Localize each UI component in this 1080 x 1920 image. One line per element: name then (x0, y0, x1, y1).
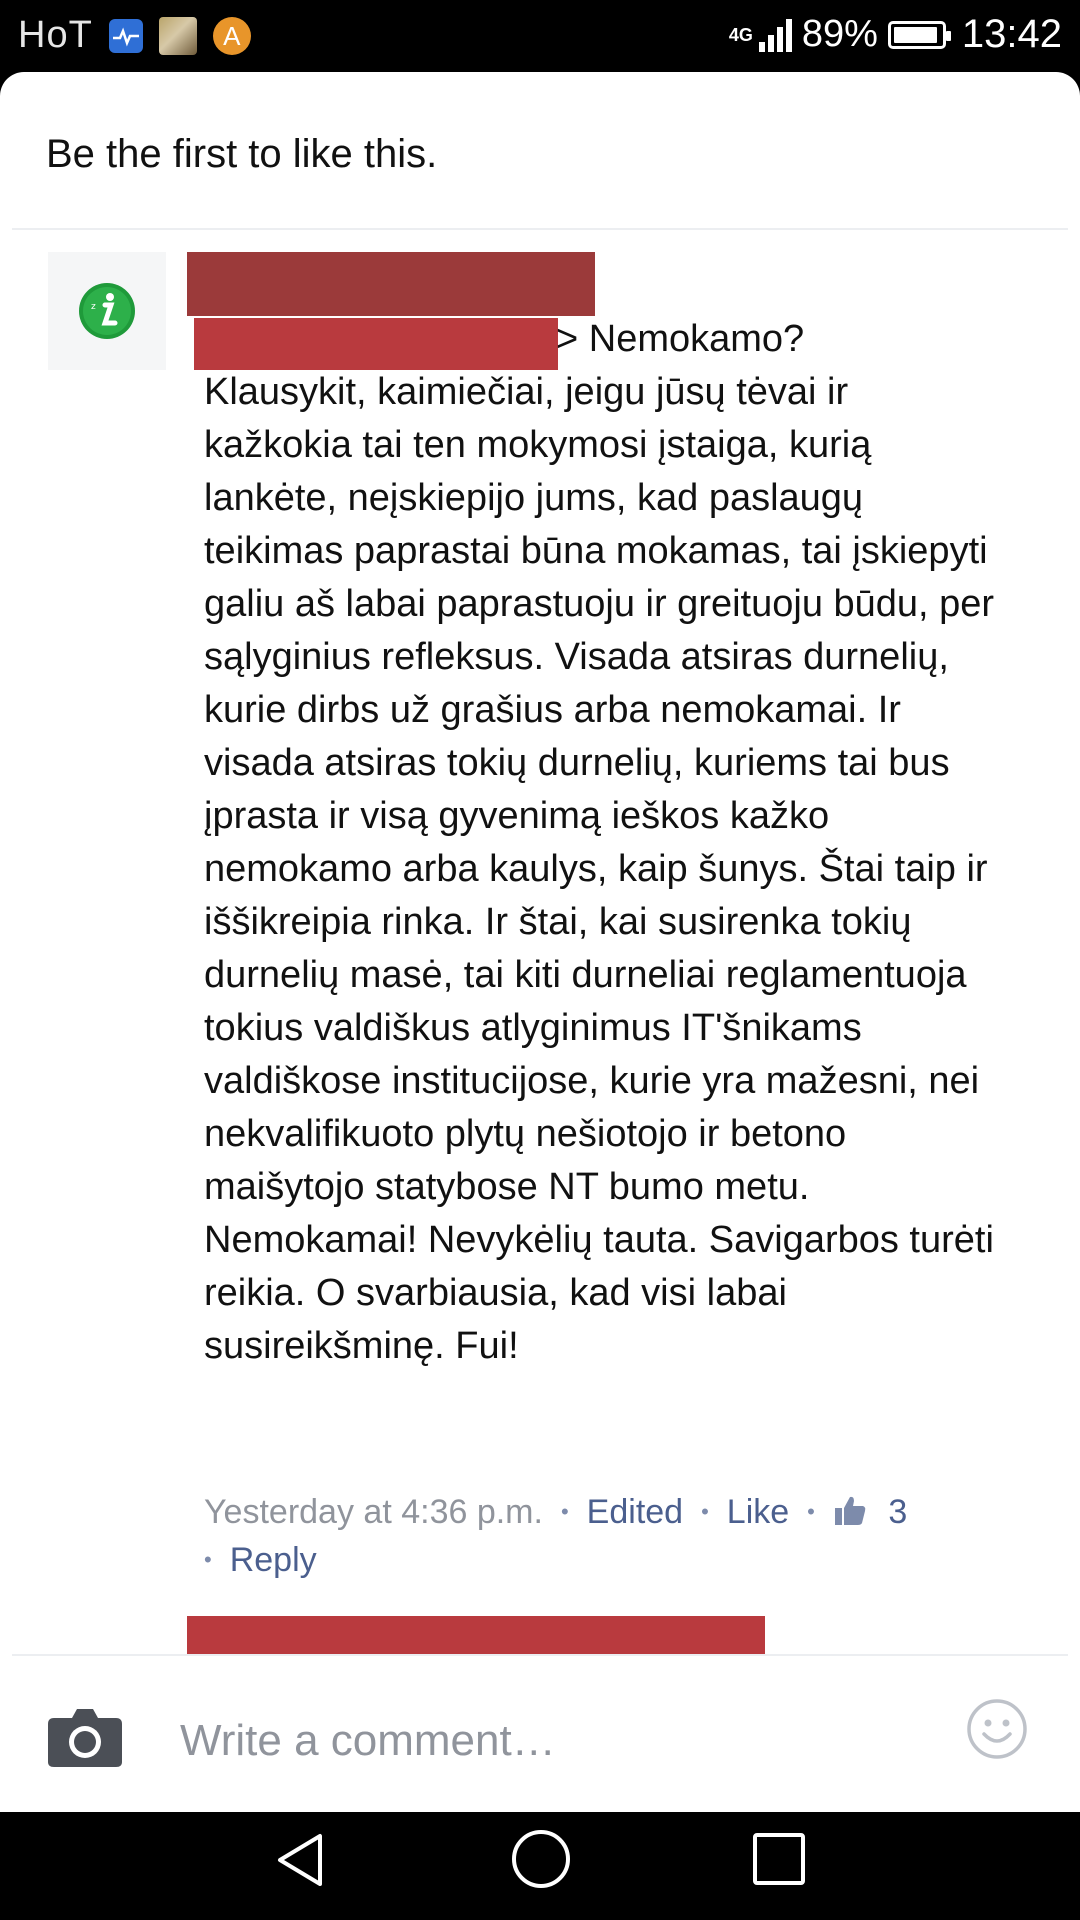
like-button[interactable]: Like (726, 1493, 790, 1531)
status-right (729, 12, 1062, 57)
avatar-a-icon: A (213, 17, 251, 55)
comment-input[interactable]: Write a comment… (180, 1716, 556, 1765)
status-left (18, 14, 251, 57)
battery-icon (888, 21, 946, 49)
back-icon[interactable] (272, 1830, 332, 1895)
separator-dot: • (204, 1547, 212, 1572)
comment-body (204, 313, 1004, 1373)
reply-button[interactable]: Reply (229, 1541, 317, 1579)
comment-meta (204, 1490, 1024, 1582)
separator-dot: • (807, 1499, 815, 1524)
comment-composer (0, 1654, 1080, 1804)
comments-sheet (0, 72, 1080, 1812)
info-logo-icon (77, 281, 137, 341)
like-count[interactable]: 3 (888, 1493, 908, 1531)
signal-icon (759, 18, 792, 52)
navigation-bar (0, 1812, 1080, 1920)
reply-prefix: > Nemokamo? (556, 318, 805, 360)
commenter-avatar[interactable] (48, 252, 166, 370)
thumbs-up-icon (833, 1495, 867, 1538)
clock: 13:42 (961, 12, 1062, 56)
comment-timestamp: Yesterday at 4:36 p.m. (204, 1493, 543, 1531)
camera-icon[interactable] (46, 1706, 124, 1773)
status-bar (0, 0, 1080, 72)
network-type: 4G (728, 24, 753, 45)
health-icon (109, 19, 143, 53)
divider (12, 228, 1068, 230)
carrier-label: HoT (18, 14, 93, 56)
svg-text:z: z (91, 302, 96, 312)
likes-summary[interactable]: Be the first to like this. (46, 132, 438, 176)
photo-notification-icon (159, 17, 197, 55)
separator-dot: • (701, 1499, 709, 1524)
emoji-icon[interactable] (966, 1698, 1028, 1765)
battery-percent: 89% (801, 13, 878, 55)
recents-icon[interactable] (752, 1832, 806, 1891)
home-icon[interactable] (510, 1828, 572, 1895)
separator-dot: • (560, 1499, 569, 1524)
comment-text: Klausykit, kaimiečiai, jeigu jūsų tėvai ir kažkokia tai ten mokymosi įstaiga, kurią lankėte, neįskiepijo jums, kad paslaugų teikimas paprastai būna mokamas, tai įskiepyti galiu aš labai paprastuoju ir greituoju būdu, per sąlyginius refleksus. Visada atsiras durnelių, kurie dirbs už grašius arba nemokamai. Ir visada atsiras tokių durnelių, kuriems tai bus įprasta ir visą gyvenimą ieškos kažko nemokamo arba kaulys, kaip šunys. Štai taip ir iššikreipia rinka. Ir štai, kai susirenka tokių durnelių masė, tai kiti durneliai reglamentuoja tokius valdiškus atlyginimus IT'šnikams valdiškose institucijose, kurie yra mažesni, nei nekvalifikuoto plytų nešiotojo ir betono maišytojo statybose NT bumo metu. Nemokamai! Nevykėlių tauta. Savigarbos turėti reikia. O svarbiausia, kad visi labai susireikšminę. Fui! (204, 371, 995, 1367)
redacted-next-comment (187, 1616, 765, 1654)
edited-link[interactable]: Edited (586, 1493, 684, 1531)
redacted-commenter-name (187, 252, 595, 316)
